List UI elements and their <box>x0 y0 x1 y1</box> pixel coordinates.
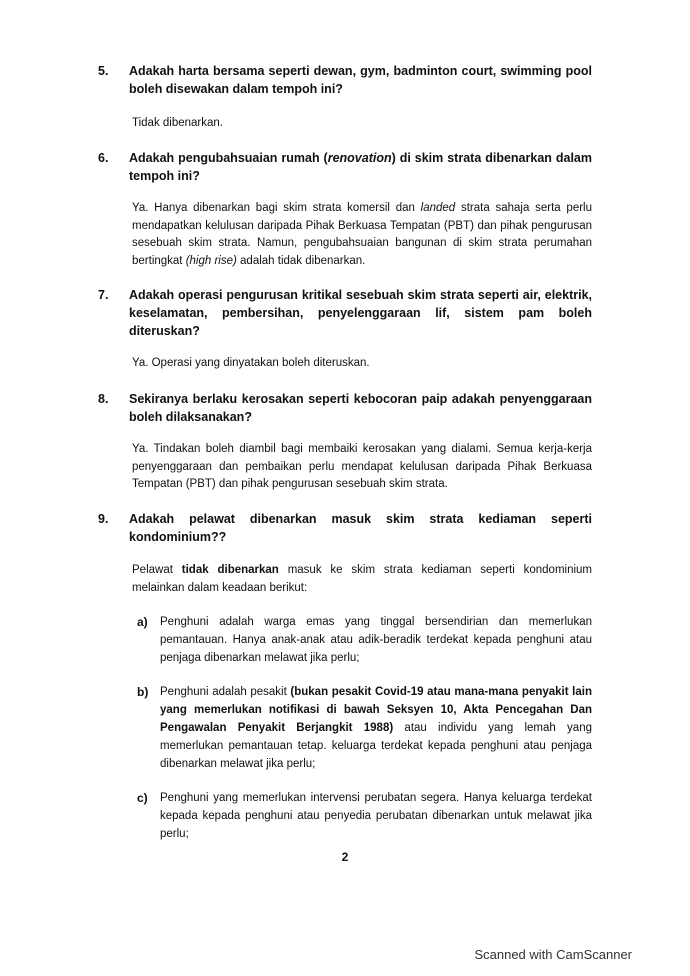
question-text: Adakah operasi pengurusan kritikal sesebuah skim strata seperti air, elektrik, keselamatan, pembersihan, penyelenggaraan lif, sistem pam boleh diteruskan? <box>129 288 592 338</box>
question-number: 9. <box>98 512 109 526</box>
answer-7: Ya. Operasi yang dinyatakan boleh diteruskan. <box>132 357 370 369</box>
subitem-label: a) <box>137 615 148 629</box>
question-text: Adakah pengubahsuaian rumah (renovation) di skim strata dibenarkan dalam tempoh ini? <box>129 151 592 183</box>
question-number: 8. <box>98 392 109 406</box>
question-number: 5. <box>98 64 109 78</box>
scanner-watermark: Scanned with CamScanner <box>474 947 632 962</box>
answer-9: Pelawat tidak dibenarkan masuk ke skim strata kediaman seperti kondominium melainkan dalam keadaan berikut: <box>132 564 593 594</box>
answer-6: Ya. Hanya dibenarkan bagi skim strata komersil dan landed strata sahaja serta perlu mendapatkan kelulusan daripada Pihak Berkuasa Tempatan (PBT) dan pihak pengurusan sesebuah skim strata. Namun, pengubahsuaian bangunan di skim strata perumahan bertingkat (high rise) adalah tidak dibenarkan. <box>132 202 592 267</box>
page-number: 2 <box>341 850 349 864</box>
question-number: 7. <box>98 288 109 302</box>
subitem-text: Penghuni yang memerlukan intervensi perubatan segera. Hanya keluarga terdekat kepada kepada penghuni atau penyedia perubatan dibenarkan untuk melawat jika perlu; <box>160 792 592 840</box>
answer-8: Ya. Tindakan boleh diambil bagi membaiki kerosakan yang dialami. Semua kerja-kerja penyenggaraan dan pembaikan perlu mendapat kelulusan daripada Pihak Berkuasa Tempatan (PBT) dan pihak pengurusan sesebuah skim strata. <box>132 443 592 490</box>
question-text: Adakah harta bersama seperti dewan, gym, badminton court, swimming pool boleh disewakan dalam tempoh ini? <box>129 64 592 96</box>
subitem-label: c) <box>137 791 148 805</box>
question-text: Adakah pelawat dibenarkan masuk skim strata kediaman seperti kondominium?? <box>129 512 592 544</box>
subitem-label: b) <box>137 685 149 699</box>
subitem-text: Penghuni adalah warga emas yang tinggal bersendirian dan memerlukan pemantauan. Hanya anak-anak atau adik-beradik terdekat kepada penghuni atau penjaga dibenarkan melawat jika perlu; <box>160 616 592 664</box>
subitem-text: Penghuni adalah pesakit (bukan pesakit Covid-19 atau mana-mana penyakit lain yang memerlukan notifikasi di bawah Seksyen 10, Akta Pencegahan Dan Pengawalan Penyakit Berjangkit 1988) atau individu yang lemah yang memerlukan pemantauan tetap. keluarga terdekat kepada penghuni atau penjaga dibenarkan melawat jika perlu; <box>160 686 592 770</box>
question-text: Sekiranya berlaku kerosakan seperti kebocoran paip adakah penyenggaraan boleh dilaksanakan? <box>129 392 592 424</box>
question-number: 6. <box>98 151 109 165</box>
answer-5: Tidak dibenarkan. <box>132 117 223 129</box>
